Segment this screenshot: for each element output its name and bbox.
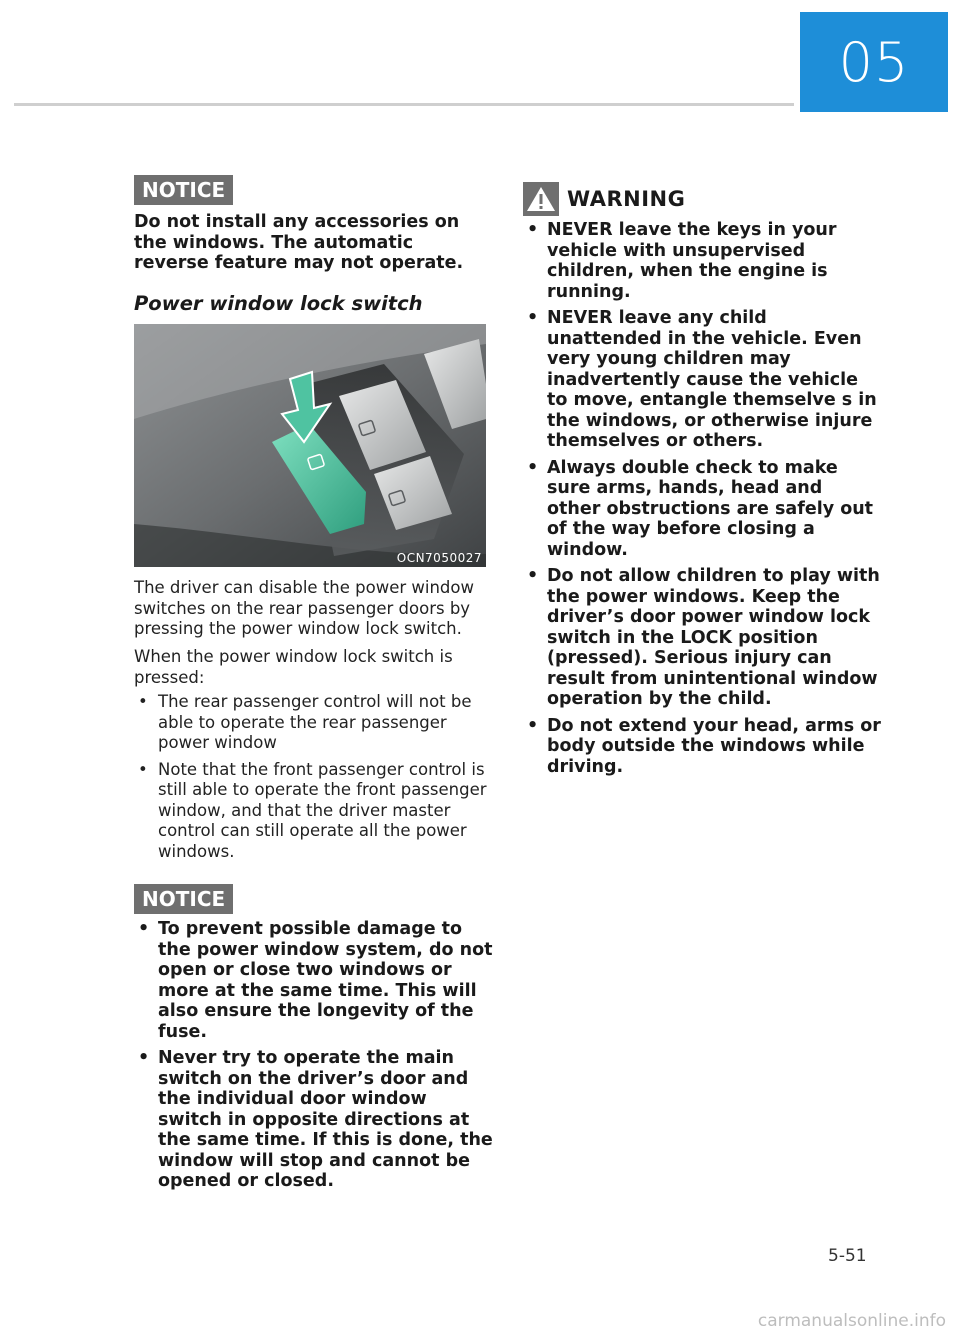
list-item: • Do not extend your head, arms or body outside the windows while driving. xyxy=(523,716,881,778)
list-item: • To prevent possible damage to the power window system, do not open or close two windows or more at the same time. This will also ensure the longevity of the fuse. xyxy=(134,919,494,1042)
door-panel-illustration xyxy=(134,324,486,567)
notice-text: Do not install any accessories on the windows. The automatic reverse feature may not operate. xyxy=(134,212,464,273)
notice-badge: NOTICE xyxy=(134,175,233,205)
chapter-tab: 05 xyxy=(800,12,948,112)
warning-label: WARNING xyxy=(567,187,686,211)
section-title: Power window lock switch xyxy=(134,292,423,315)
lock-effects-list xyxy=(134,692,488,862)
list-item: • Note that the front passenger control is still able to operate the front passenger window, and that the driver master control can still operate all the power windows. xyxy=(134,760,488,863)
paragraph-when-pressed: When the power window lock switch is pressed: xyxy=(134,647,453,687)
paragraph-lock-switch: The driver can disable the power window switches on the rear passenger doors by pressing the power window lock switch. xyxy=(134,578,474,638)
page-number: 5-51 xyxy=(828,1246,867,1266)
header-rule xyxy=(14,103,794,106)
watermark: carmanualsonline.info xyxy=(757,1311,946,1331)
list-item: • Always double check to make sure arms, hands, head and other obstructions are safely out of the way before closing a window. xyxy=(523,458,881,561)
list-item: • The rear passenger control will not be able to operate the rear passenger power window xyxy=(134,692,488,754)
notice-list xyxy=(134,919,494,1192)
window-switch-photo xyxy=(134,324,486,567)
figure-code: OCN7050027 xyxy=(396,551,482,565)
list-item: • Do not allow children to play with the power windows. Keep the driver’s door power window lock switch in the LOCK position (pressed). Serious injury can result from unintentional window operation by the child. xyxy=(523,566,881,710)
notice-badge: NOTICE xyxy=(134,884,233,914)
warning-list xyxy=(523,220,881,777)
list-item: • Never try to operate the main switch on the driver’s door and the individual door window switch in opposite directions at the same time. If this is done, the window will stop and cannot be opened or closed. xyxy=(134,1048,494,1192)
warning-header xyxy=(523,182,685,216)
list-item: • NEVER leave any child unattended in the vehicle. Even very young children may inadvertently cause the vehicle to move, entangle themselve s in the windows, or otherwise injure themselves or others. xyxy=(523,308,881,452)
warning-triangle-icon xyxy=(523,182,559,216)
list-item: • NEVER leave the keys in your vehicle with unsupervised children, when the engine is running. xyxy=(523,220,881,302)
